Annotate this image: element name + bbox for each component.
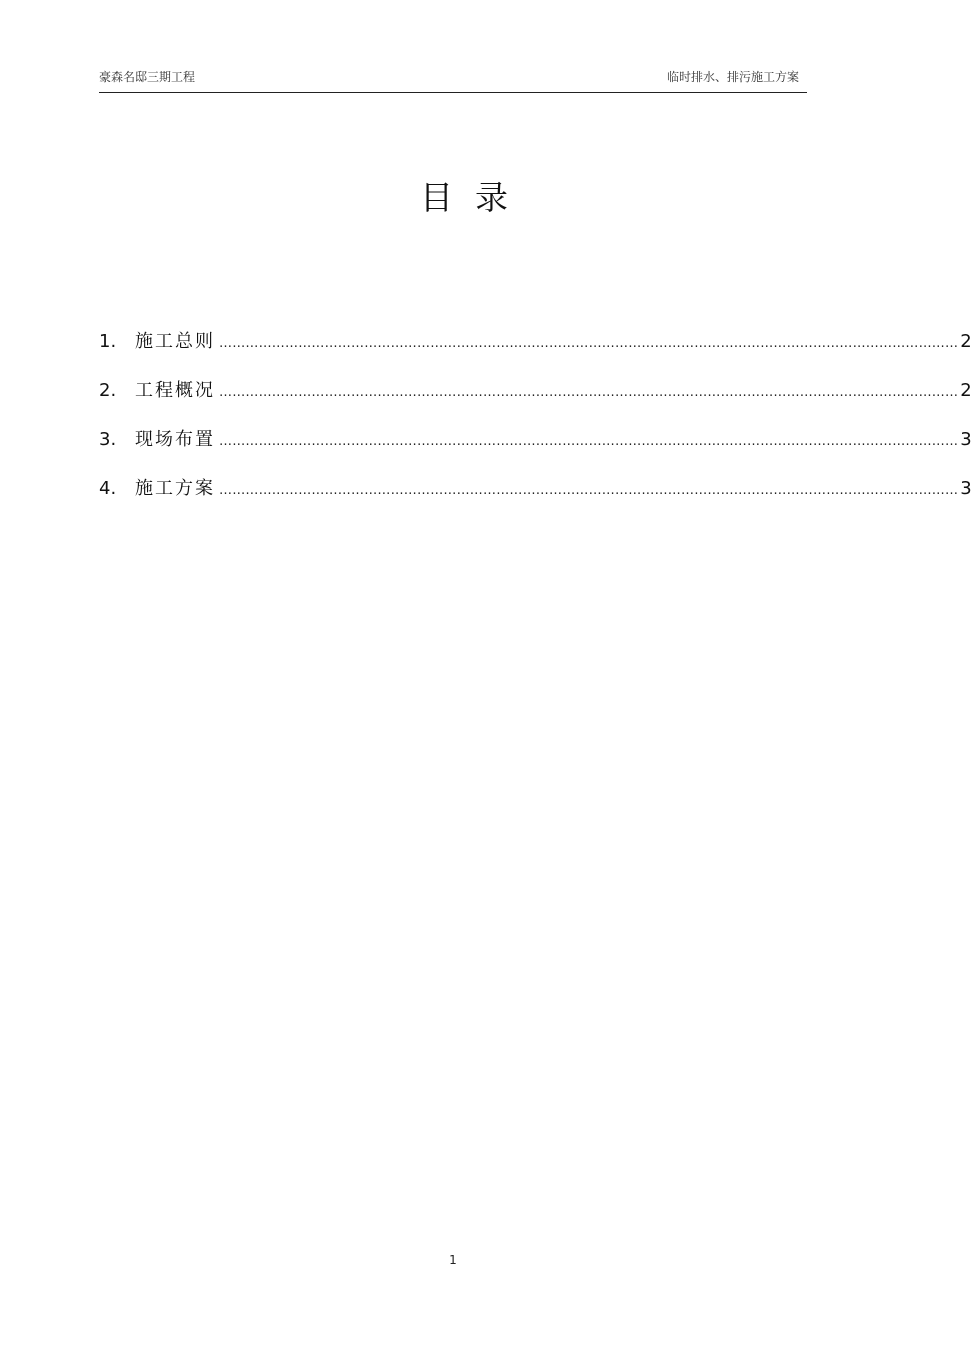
page-number: 1 (449, 1253, 457, 1267)
toc-entry-number: 3. (99, 429, 117, 450)
page-header (99, 66, 807, 93)
toc-dot-leader: …………………………………………………………………………………………………………………………………………………… (219, 483, 959, 498)
toc-dot-leader: …………………………………………………………………………………………………………………………………………………… (219, 385, 959, 400)
toc-entry[interactable] (99, 379, 972, 403)
toc-entry-number: 4. (99, 478, 117, 499)
toc-entry-label: 工程概况 (135, 380, 215, 401)
toc-entry[interactable] (99, 330, 972, 354)
toc-dot-leader: …………………………………………………………………………………………………………………………………………………… (219, 434, 959, 449)
toc-entry-number: 1. (99, 331, 117, 352)
toc-entry-label: 施工总则 (135, 331, 215, 352)
toc-entry-page: 3 (960, 478, 972, 499)
toc-entry-page: 2 (960, 331, 972, 352)
toc-entry-label: 现场布置 (135, 429, 215, 450)
table-of-contents (99, 330, 972, 526)
toc-entry-page: 3 (960, 429, 972, 450)
header-project-name: 豪森名邸三期工程 (99, 70, 196, 84)
toc-entry-page: 2 (960, 380, 972, 401)
toc-entry-number: 2. (99, 380, 117, 401)
toc-entry[interactable] (99, 477, 972, 501)
header-document-title: 临时排水、排污施工方案 (666, 70, 799, 84)
toc-title: 目录 (420, 178, 530, 217)
toc-dot-leader: …………………………………………………………………………………………………………………………………………………… (219, 336, 959, 351)
toc-entry[interactable] (99, 428, 972, 452)
toc-entry-label: 施工方案 (135, 478, 215, 499)
